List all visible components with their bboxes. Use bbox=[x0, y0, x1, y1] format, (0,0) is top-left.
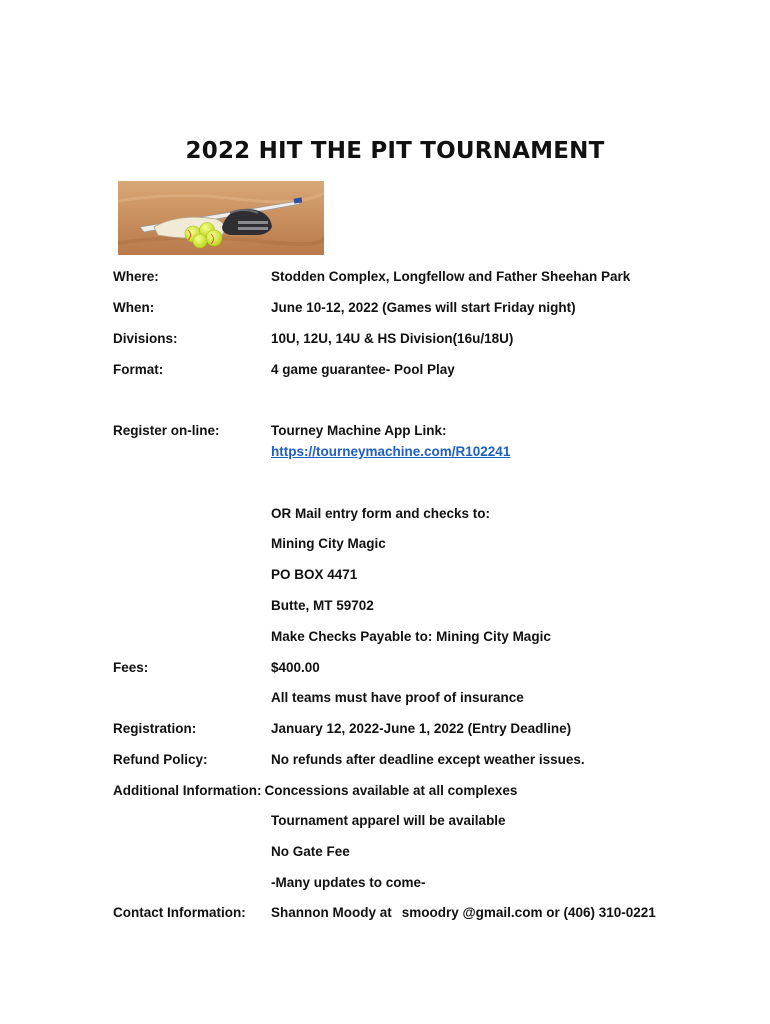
softball-photo bbox=[118, 181, 324, 255]
mail-intro: OR Mail entry form and checks to: bbox=[271, 506, 491, 521]
divisions-value: 10U, 12U, 14U & HS Division(16u/18U) bbox=[271, 331, 514, 346]
contact-label: Contact Information: bbox=[113, 905, 246, 920]
contact-email: smoodry @gmail.com or (406) 310-0221 bbox=[401, 905, 656, 920]
additional-item: -Many updates to come- bbox=[271, 875, 426, 890]
format-value: 4 game guarantee- Pool Play bbox=[271, 362, 455, 377]
mail-org: Mining City Magic bbox=[271, 536, 386, 551]
divisions-label: Divisions: bbox=[113, 331, 178, 346]
fees-label: Fees: bbox=[113, 660, 149, 675]
refund-label: Refund Policy: bbox=[113, 752, 208, 767]
register-app-link-text: Tourney Machine App Link: bbox=[271, 423, 447, 438]
contact-name: Shannon Moody at bbox=[271, 905, 392, 920]
fees-note: All teams must have proof of insurance bbox=[271, 690, 524, 705]
additional-item: Concessions available at all complexes bbox=[264, 783, 518, 798]
when-label: When: bbox=[113, 300, 155, 315]
mail-payable: Make Checks Payable to: Mining City Magic bbox=[271, 629, 551, 644]
additional-item: Tournament apparel will be available bbox=[271, 813, 506, 828]
page-title: 2022 HIT THE PIT TOURNAMENT bbox=[185, 138, 605, 164]
register-url-link[interactable]: https://tourneymachine.com/R102241 bbox=[271, 444, 511, 459]
format-label: Format: bbox=[113, 362, 164, 377]
register-label: Register on-line: bbox=[113, 423, 220, 438]
contact-value bbox=[271, 904, 656, 922]
additional-item: No Gate Fee bbox=[271, 844, 350, 859]
registration-value: January 12, 2022-June 1, 2022 (Entry Deadline) bbox=[271, 721, 572, 736]
softball bbox=[193, 234, 207, 248]
mail-po-box: PO BOX 4471 bbox=[271, 567, 358, 582]
refund-value: No refunds after deadline except weather issues. bbox=[271, 752, 585, 767]
additional-label: Additional Information: Concessions available at all complexes bbox=[113, 783, 518, 798]
softball bbox=[206, 230, 222, 246]
where-value: Stodden Complex, Longfellow and Father Sheehan Park bbox=[271, 269, 631, 284]
mail-city: Butte, MT 59702 bbox=[271, 598, 374, 613]
when-value: June 10-12, 2022 (Games will start Friday night) bbox=[271, 300, 576, 315]
where-label: Where: bbox=[113, 269, 159, 284]
fees-value: $400.00 bbox=[271, 660, 320, 675]
registration-label: Registration: bbox=[113, 721, 197, 736]
